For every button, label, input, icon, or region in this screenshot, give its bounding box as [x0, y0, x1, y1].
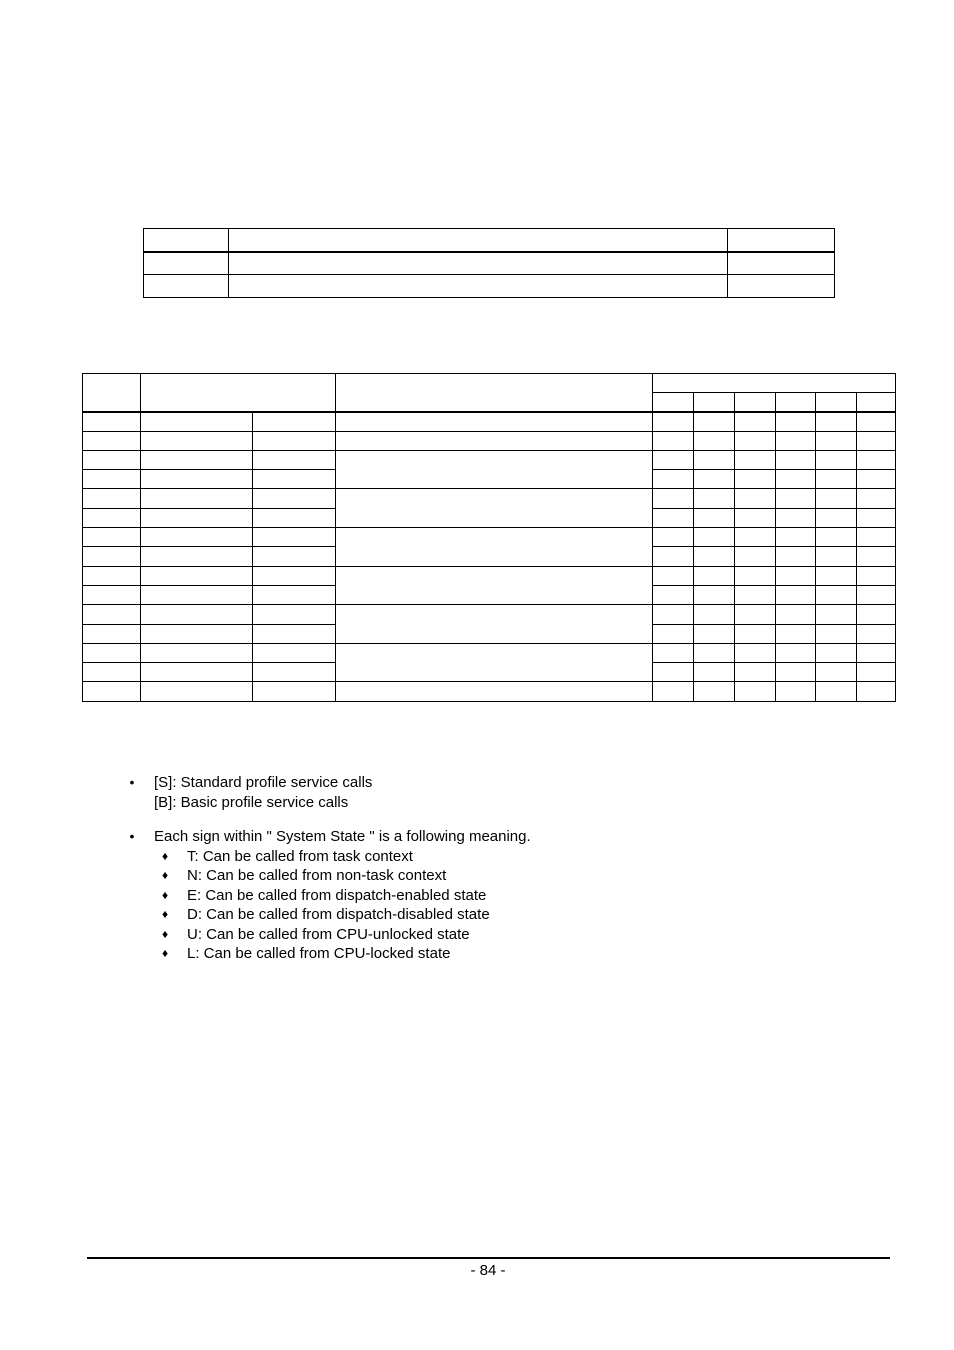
table-row: [144, 252, 835, 275]
footer-divider: [87, 1257, 890, 1259]
diamond-icon: ♦: [162, 926, 169, 941]
system-state-note: [125, 827, 531, 964]
notes-section: [125, 773, 531, 964]
system-state-intro: Each sign within " System State " is a following meaning.: [154, 828, 531, 845]
table-row: [83, 431, 896, 450]
summary-table: [143, 228, 835, 298]
list-item: ♦ L: Can be called from CPU-locked state: [162, 945, 451, 962]
diamond-icon: ♦: [162, 848, 169, 863]
list-item: ♦ E: Can be called from dispatch-enabled state: [162, 886, 487, 904]
table-header-row: [83, 374, 896, 393]
profile-note: [125, 773, 531, 812]
bullet-icon: •: [129, 774, 135, 790]
bullet-icon: •: [129, 828, 135, 844]
table-row: [83, 566, 896, 585]
table-row: [83, 643, 896, 662]
table-row: [83, 489, 896, 508]
system-state-header: [653, 374, 896, 393]
standard-profile-note: [S]: Standard profile service calls: [154, 774, 373, 791]
table-row: [83, 528, 896, 547]
diamond-icon: ♦: [162, 887, 169, 902]
basic-profile-note: [B]: Basic profile service calls: [154, 793, 349, 811]
list-item: ♦ D: Can be called from dispatch-disabled state: [162, 906, 490, 923]
table-row: [144, 229, 835, 252]
page-number: - 84 -: [470, 1262, 506, 1279]
service-call-table: [82, 373, 896, 702]
diamond-icon: ♦: [162, 868, 169, 882]
table-row: [83, 605, 896, 624]
list-item: ♦ N: Can be called from non-task context: [162, 867, 447, 884]
list-item: ♦ U: Can be called from CPU-unlocked state: [162, 925, 470, 943]
table-row: [83, 450, 896, 469]
diamond-icon: ♦: [162, 907, 169, 921]
table-row: [144, 275, 835, 298]
table-row: [83, 682, 896, 701]
table-row: [83, 412, 896, 431]
list-item: ♦ T: Can be called from task context: [162, 847, 413, 865]
diamond-icon: ♦: [162, 946, 169, 960]
